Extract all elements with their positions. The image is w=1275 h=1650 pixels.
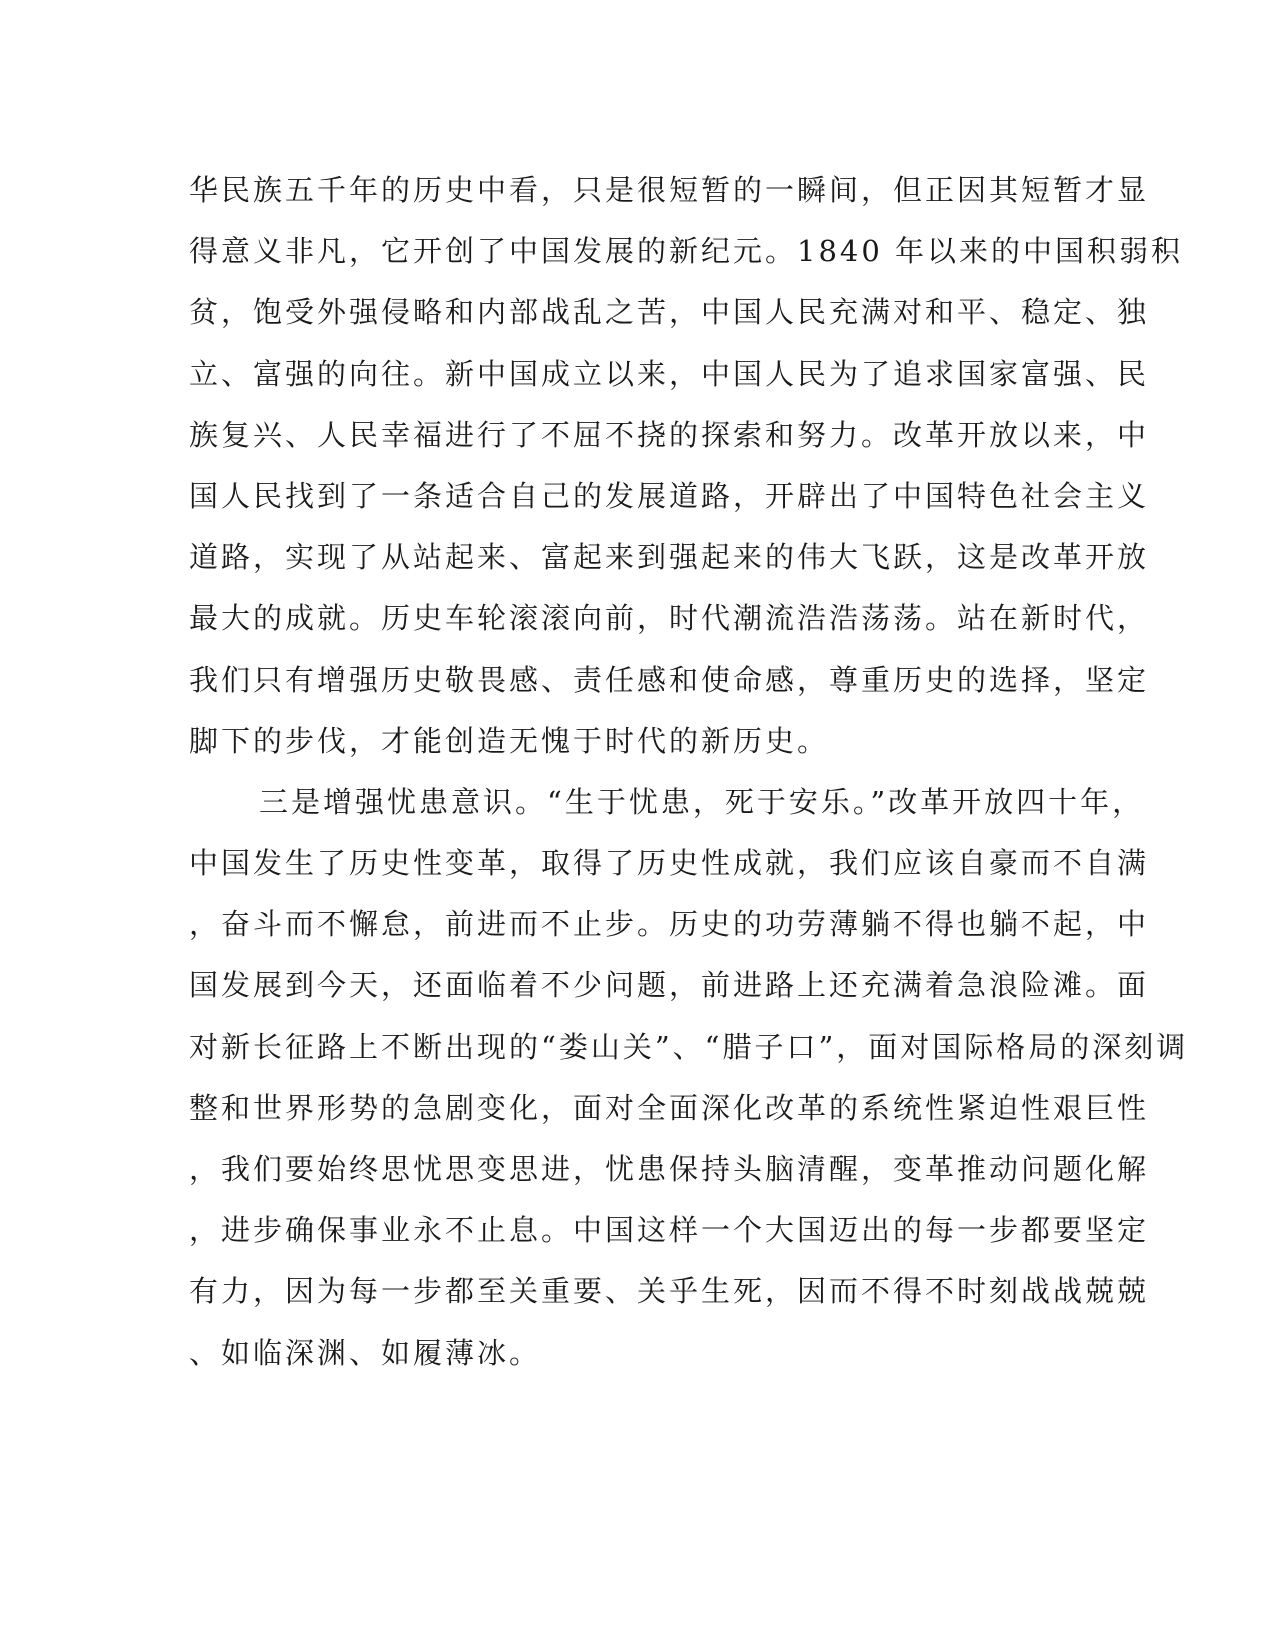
text-line: 三是增强忧患意识。“生于忧患，死于安乐。”改革开放四十年， [259,784,1145,819]
text-line: 、如临深渊、如履薄冰。 [189,1335,542,1370]
body-text [189,160,1189,1384]
text-line: ，我们要始终思忧思变思进，忧患保持头脑清醒，变革推动问题化解 [189,1152,1150,1186]
text-line: 中国发生了历史性变革，取得了历史性成就，我们应该自豪而不自满 [189,846,1150,881]
text-line: 道路，实现了从站起来、富起来到强起来的伟大飞跃，这是改革开放 [189,540,1150,575]
text-line: 立、富强的向往。新中国成立以来，中国人民为了追求国家富强、民 [189,356,1150,391]
text-line: 最大的成就。历史车轮滚滚向前，时代潮流浩浩荡荡。站在新时代， [189,601,1150,636]
text-line: 华民族五千年的历史中看，只是很短暂的一瞬间，但正因其短暂才显 [189,173,1150,207]
paragraph-1 [189,160,1184,772]
text-line: ，进步确保事业永不止息。中国这样一个大国迈出的每一步都要坚定 [189,1213,1150,1248]
text-line: 我们只有增强历史敬畏感、责任感和使命感，尊重历史的选择，坚定 [189,662,1150,697]
text-line: 有力，因为每一步都至关重要、关乎生死，因而不得不时刻战战兢兢 [189,1274,1150,1309]
text-line: 国人民找到了一条适合自己的发展道路，开辟出了中国特色社会主义 [189,478,1150,513]
text-line: 得意义非凡，它开创了中国发展的新纪元。1840 年以来的中国积弱积 [189,234,1184,269]
text-line: 贫，饱受外强侵略和内部战乱之苦，中国人民充满对和平、稳定、独 [189,295,1150,330]
text-line: 脚下的步伐，才能创造无愧于时代的新历史。 [189,723,830,758]
text-line: 整和世界形势的急剧变化，面对全面深化改革的系统性紧迫性艰巨性 [189,1090,1150,1125]
text-line: 国发展到今天，还面临着不少问题，前进路上还充满着急浪险滩。面 [189,968,1150,1003]
text-line: ，奋斗而不懈怠，前进而不止步。历史的功劳薄躺不得也躺不起，中 [189,907,1150,942]
text-line: 族复兴、人民幸福进行了不屈不挠的探索和努力。改革开放以来，中 [189,417,1150,452]
paragraph-2 [189,772,1189,1384]
text-line: 对新长征路上不断出现的“娄山关”、“腊子口”，面对国际格局的深刻调 [189,1029,1189,1064]
